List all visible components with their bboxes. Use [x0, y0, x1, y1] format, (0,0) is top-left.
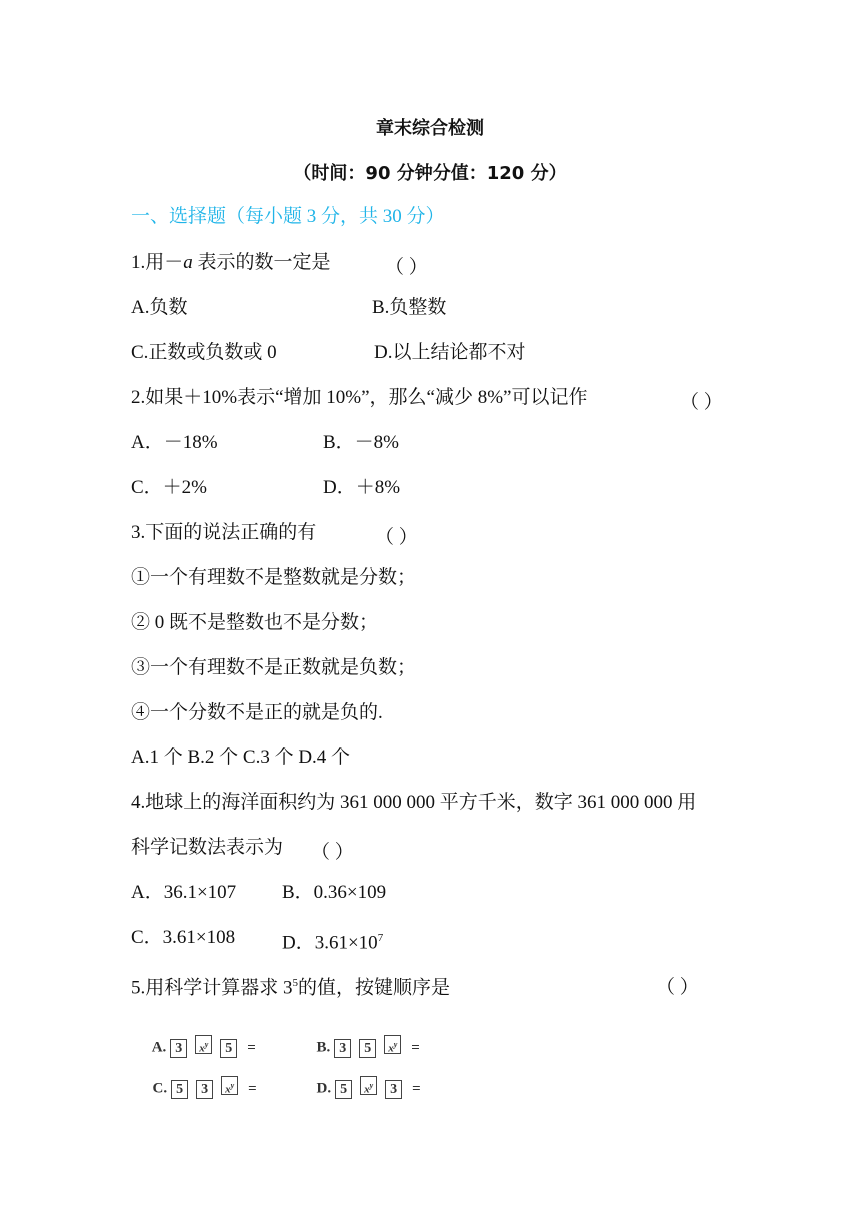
q5-option-d: D. 5 $x^y$ 3 = [309, 1059, 421, 1099]
calculator-key-row [166, 1040, 241, 1056]
answer-paren-4: （ ） [311, 842, 354, 863]
q5-option-a: A. 3 $x^y$ 5 = [145, 1018, 256, 1058]
q2-option-b: B．－8% [323, 432, 400, 453]
page-title: 章末综合检测 [376, 118, 484, 139]
answer-paren-1: （ ） [385, 257, 428, 278]
q1-option-d: D.以上结论都不对 [374, 342, 526, 363]
q2-option-c: C．＋2% [131, 477, 208, 498]
q5-option-b: B. 3 5 $x^y$ = [309, 1018, 420, 1058]
power-key-icon: $x^y$ [384, 1035, 401, 1054]
digit-key: 3 [385, 1080, 402, 1099]
power-key-icon: $x^y$ [195, 1035, 212, 1054]
power-key-icon: $x^y$ [360, 1076, 377, 1095]
q1-option-b: B.负整数 [372, 297, 447, 318]
digit-key: 5 [359, 1039, 376, 1058]
digit-key: 5 [220, 1039, 237, 1058]
q4-option-a: A．36.1×107 [131, 882, 237, 903]
q3-statement-3: ③一个有理数不是正数就是负数； [131, 657, 417, 678]
page-subtitle: （时间：90 分钟分值：120 分） [293, 163, 567, 184]
q4-option-d: D．$3.61\times 10^7$ [282, 932, 384, 954]
question-2: 2.如果＋10%表示“增加 10%”，那么“减少 8%”可以记作 [131, 387, 588, 408]
calculator-key-row [167, 1081, 242, 1097]
question-1: 1.用－a 表示的数一定是 [131, 252, 331, 273]
calculator-key-row [330, 1040, 405, 1056]
digit-key: 3 [196, 1080, 213, 1099]
digit-key: 5 [335, 1080, 352, 1099]
q1-option-c: C.正数或负数或 0 [131, 342, 277, 363]
q4-option-b: B．0.36×109 [282, 882, 387, 903]
calculator-key-row [331, 1081, 406, 1097]
q2-option-a: A．－18% [131, 432, 218, 453]
digit-key: 3 [170, 1039, 187, 1058]
answer-paren-5: （ ） [656, 977, 699, 998]
q3-statement-1: ①一个有理数不是整数就是分数； [131, 567, 417, 588]
q3-options: A.1 个 B.2 个 C.3 个 D.4 个 [131, 747, 351, 768]
answer-paren-3: （ ） [375, 527, 418, 548]
question-4-line-1: 4.地球上的海洋面积约为 361 000 000 平方千米，数字 361 000 000 用 [131, 792, 697, 813]
section-heading: 一、选择题（每小题 3 分，共 30 分） [131, 206, 445, 227]
answer-paren-2: （ ） [680, 392, 723, 413]
q4-option-c: C．3.61×108 [131, 927, 236, 948]
question-5: 5.用科学计算器求 $3^5$的值，按键顺序是 [131, 977, 451, 999]
digit-key: 5 [171, 1080, 188, 1099]
question-4-line-2: 科学记数法表示为 [131, 837, 284, 858]
q3-statement-4: ④一个分数不是正的就是负的. [131, 702, 383, 723]
power-key-icon: $x^y$ [221, 1076, 238, 1095]
q2-option-d: D．＋8% [323, 477, 401, 498]
q1-option-a: A.负数 [131, 297, 188, 318]
question-3: 3.下面的说法正确的有 [131, 522, 317, 543]
q3-statement-2: ② 0 既不是整数也不是分数； [131, 612, 379, 633]
q5-option-c: C. 5 3 $x^y$ = [145, 1059, 257, 1099]
digit-key: 3 [334, 1039, 351, 1058]
